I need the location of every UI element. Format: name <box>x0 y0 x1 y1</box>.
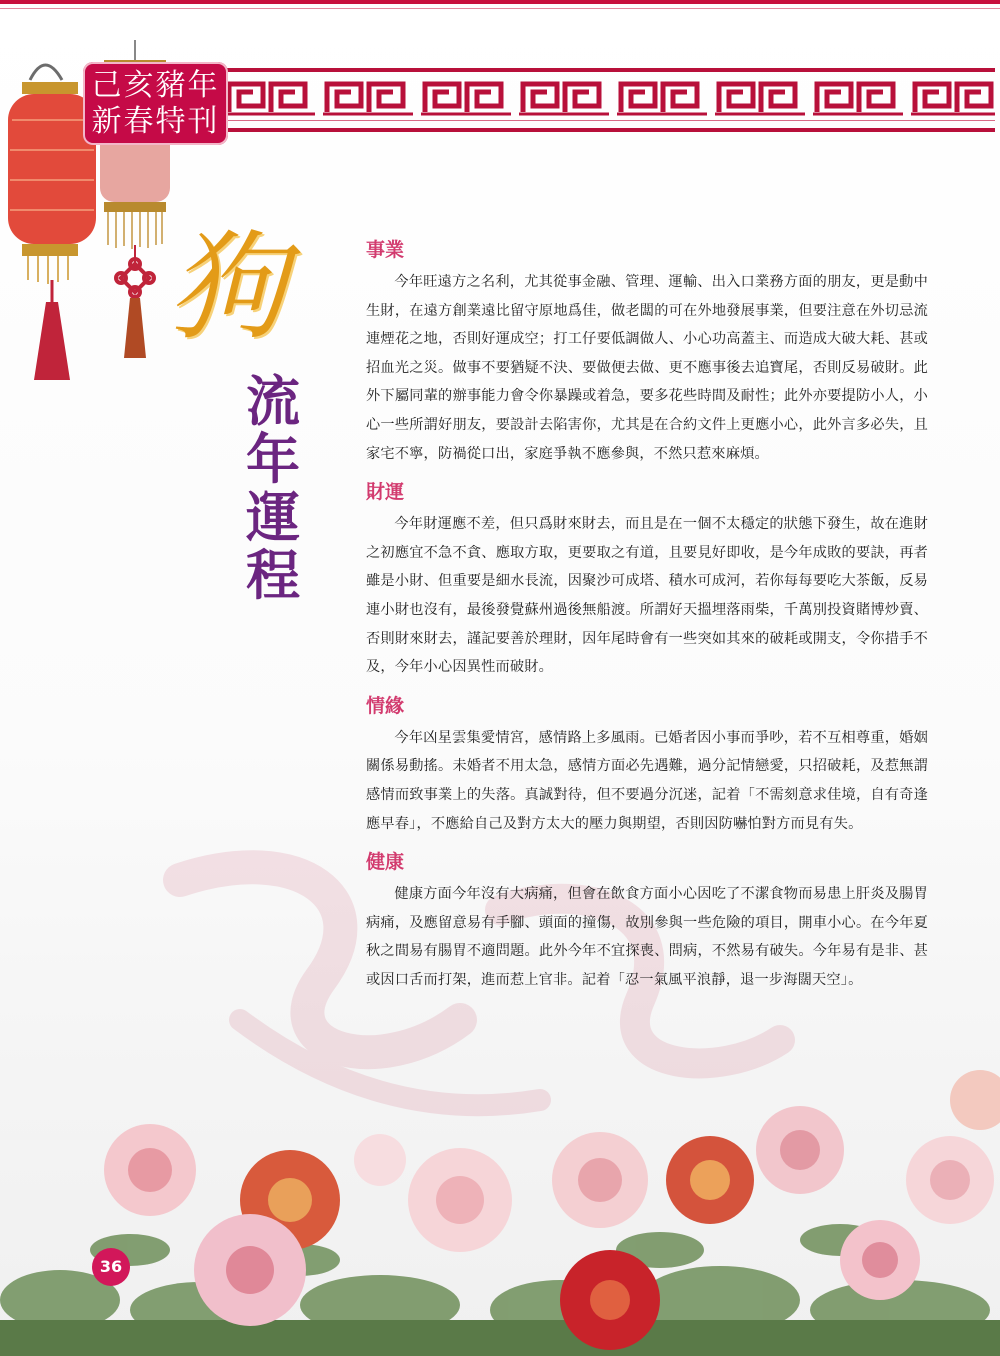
new-year-special-badge <box>83 62 228 145</box>
badge-line-1: 己亥豬年 <box>91 68 220 103</box>
section-romance <box>366 692 928 838</box>
article-body <box>366 236 928 1004</box>
section-career <box>366 236 928 468</box>
top-border <box>0 0 1000 4</box>
fret-pattern-icon <box>225 78 995 118</box>
page-number: 36 <box>92 1248 130 1286</box>
section-heading: 財運 <box>366 481 405 504</box>
section-health <box>366 848 928 994</box>
fret-pattern-band <box>225 68 995 132</box>
section-heading: 情緣 <box>366 694 405 717</box>
zodiac-character: 狗 <box>168 218 287 356</box>
title-char: 流 <box>246 369 300 433</box>
title-char: 運 <box>246 485 300 549</box>
section-heading: 事業 <box>366 239 405 261</box>
badge-line-2: 新春特刊 <box>91 104 220 139</box>
peony-flower-border <box>0 1060 1000 1356</box>
top-border-thin <box>0 8 1000 9</box>
section-heading: 健康 <box>366 851 405 874</box>
title-char: 程 <box>246 543 300 607</box>
vertical-title <box>238 369 308 607</box>
title-char: 年 <box>246 427 300 491</box>
section-wealth <box>366 478 928 682</box>
section-text: 今年財運應不差，但只爲財來財去，而且是在一個不太穩定的狀態下發生，故在進財之初應宜不急不貪、應取方取，更要取之有道，且要見好即收，是今年成敗的要訣，再者雖是小財、但重要是細水長流，因聚沙可成塔、積水可成河，若你每每要吃大茶飯，反易連小財也沒有，最後發覺蘇州過後無船渡。所謂好天搵埋落雨柴，千萬別投資賭博炒賣、否則財來財去，謹記要善於理財，因年尾時會有一些突如其來的破耗或開支，令你措手不及，今年小心因異性而破財。 <box>366 516 928 676</box>
section-text: 今年旺遠方之名利，尤其從事金融、管理、運輸、出入口業務方面的朋友，更是動中生財，在遠方創業遠比留守原地爲佳，做老闆的可在外地發展事業，但要注意在外切忌流連煙花之地，否則好運成空；打工仔要低調做人、小心功高蓋主、而造成大破大耗、甚或招血光之災。做事不要猶疑不決、要做便去做、更不應事後去追寶尾，否則反易破財。此外下屬同輩的辦事能力會令你暴躁或着急，要多花些時間及耐性；此外亦要提防小人，小心一些所謂好朋友，要設計去陷害你，尤其是在合約文件上更應小心，此外言多必失，且家宅不寧，防禍從口出，家庭爭執不應參與，不然只惹來麻煩。 <box>366 274 928 462</box>
section-text: 今年凶星雲集愛情宮，感情路上多風雨。已婚者因小事而爭吵，若不互相尊重，婚姻關係易動搖。未婚者不用太急，感情方面必先遇難，過分記情戀愛，只招破耗，及惹無謂感情而致事業上的失落。真誠對待，但不要過分沉迷，記着「不需刻意求佳境，自有奇逢應早春」，不應給自己及對方太大的壓力與期望，否則因防嚇怕對方而見有失。 <box>366 729 928 832</box>
section-text: 健康方面今年沒有大病痛，但會在飲食方面小心因吃了不潔食物而易患上肝炎及腸胃病痛，及應留意易有手腳、頭面的撞傷，故別參與一些危險的項目，開車小心。在今年夏秋之間易有腸胃不適問題。此外今年不宜探喪、問病，不然易有破失。今年易有是非、甚或因口舌而打架，進而惹上官非。記着「忍一氣風平浪靜，退一步海闊天空」。 <box>366 886 928 988</box>
